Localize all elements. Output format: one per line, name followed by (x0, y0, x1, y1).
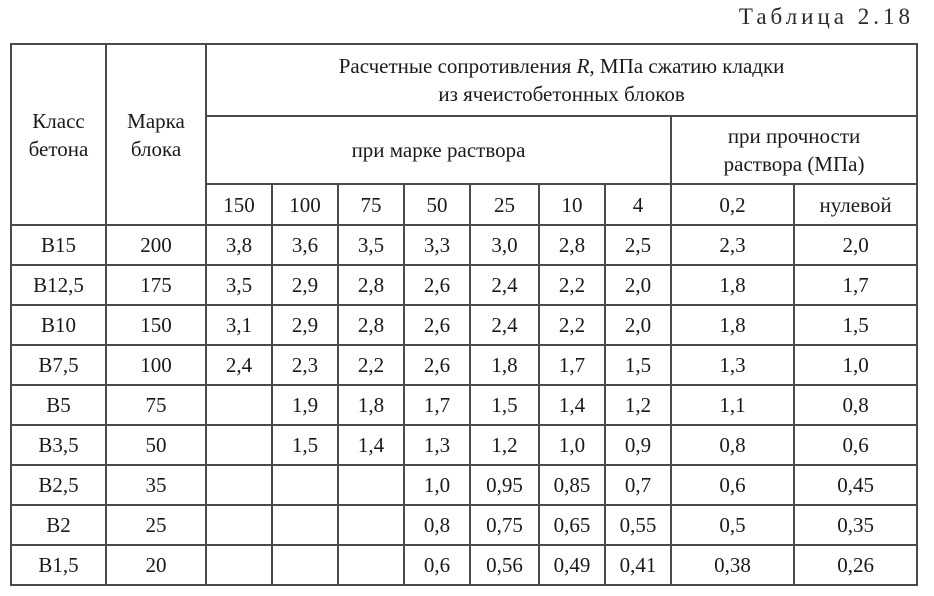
header-mortar-strength-line1: при прочности (727, 124, 861, 148)
column-header-1: 100 (272, 184, 338, 225)
cell-value: 1,2 (605, 385, 671, 425)
cell-value: 2,6 (404, 305, 470, 345)
cell-class: B2,5 (11, 465, 106, 505)
cell-value: 0,95 (470, 465, 539, 505)
table-row (11, 385, 917, 425)
cell-value: 0,8 (794, 385, 917, 425)
cell-value: 2,6 (404, 265, 470, 305)
cell-value: 1,2 (470, 425, 539, 465)
cell-value: 3,3 (404, 225, 470, 265)
cell-value: 1,5 (605, 345, 671, 385)
cell-value: 1,8 (470, 345, 539, 385)
cell-value: 0,8 (404, 505, 470, 545)
cell-value (272, 545, 338, 585)
cell-class: B3,5 (11, 425, 106, 465)
cell-value: 3,0 (470, 225, 539, 265)
header-mortar-strength-line2: раствора (МПа) (723, 152, 865, 176)
cell-value: 0,6 (671, 465, 794, 505)
cell-value (338, 505, 404, 545)
table-row (11, 545, 917, 585)
column-header-2: 75 (338, 184, 404, 225)
cell-value: 1,3 (404, 425, 470, 465)
header-main-title-line1: Расчетные сопротивления R, МПа сжатию кладки (338, 54, 785, 78)
cell-value: 1,4 (539, 385, 605, 425)
cell-value: 2,9 (272, 265, 338, 305)
cell-value: 0,9 (605, 425, 671, 465)
cell-value: 2,0 (794, 225, 917, 265)
header-main-title (206, 44, 917, 116)
cell-grade: 75 (106, 385, 206, 425)
cell-value: 0,8 (671, 425, 794, 465)
cell-grade: 200 (106, 225, 206, 265)
cell-value: 2,0 (605, 265, 671, 305)
cell-value: 2,3 (671, 225, 794, 265)
cell-value: 0,6 (404, 545, 470, 585)
cell-value: 0,75 (470, 505, 539, 545)
cell-value: 0,65 (539, 505, 605, 545)
cell-value: 0,45 (794, 465, 917, 505)
cell-value (206, 385, 272, 425)
header-mortar-grade: при марке раствора (206, 116, 671, 184)
cell-value: 1,3 (671, 345, 794, 385)
cell-value: 2,9 (272, 305, 338, 345)
cell-value (206, 465, 272, 505)
cell-value: 1,5 (272, 425, 338, 465)
cell-value: 0,7 (605, 465, 671, 505)
cell-grade: 100 (106, 345, 206, 385)
column-header-5: 10 (539, 184, 605, 225)
cell-value: 0,55 (605, 505, 671, 545)
cell-value: 1,1 (671, 385, 794, 425)
header-grade (106, 44, 206, 225)
cell-value: 1,7 (404, 385, 470, 425)
cell-value: 2,8 (338, 305, 404, 345)
cell-value: 0,35 (794, 505, 917, 545)
column-header-8: нулевой (794, 184, 917, 225)
cell-value: 3,6 (272, 225, 338, 265)
cell-value: 0,6 (794, 425, 917, 465)
cell-value (272, 465, 338, 505)
cell-value: 1,8 (671, 265, 794, 305)
cell-value: 1,7 (794, 265, 917, 305)
cell-value: 1,7 (539, 345, 605, 385)
cell-value: 2,8 (539, 225, 605, 265)
column-header-4: 25 (470, 184, 539, 225)
column-header-6: 4 (605, 184, 671, 225)
cell-value (206, 545, 272, 585)
cell-value: 1,0 (539, 425, 605, 465)
cell-grade: 175 (106, 265, 206, 305)
header-grade-label: Марка блока (127, 108, 185, 161)
cell-value: 0,5 (671, 505, 794, 545)
column-header-3: 50 (404, 184, 470, 225)
cell-value: 2,2 (539, 305, 605, 345)
cell-grade: 35 (106, 465, 206, 505)
cell-class: B15 (11, 225, 106, 265)
cell-class: B5 (11, 385, 106, 425)
cell-value: 1,5 (794, 305, 917, 345)
cell-value: 1,8 (671, 305, 794, 345)
cell-grade: 25 (106, 505, 206, 545)
cell-class: B7,5 (11, 345, 106, 385)
cell-value: 1,8 (338, 385, 404, 425)
cell-value: 2,4 (470, 265, 539, 305)
cell-value: 2,2 (539, 265, 605, 305)
cell-grade: 20 (106, 545, 206, 585)
cell-value: 0,41 (605, 545, 671, 585)
cell-value: 0,49 (539, 545, 605, 585)
table-row (11, 265, 917, 305)
cell-value (272, 505, 338, 545)
cell-value: 2,8 (338, 265, 404, 305)
cell-value (206, 425, 272, 465)
cell-value: 1,5 (470, 385, 539, 425)
cell-class: B1,5 (11, 545, 106, 585)
cell-value: 2,3 (272, 345, 338, 385)
header-main-title-line2: из ячеистобетонных блоков (438, 82, 685, 106)
cell-value: 3,5 (206, 265, 272, 305)
cell-class: B2 (11, 505, 106, 545)
resistance-table (10, 43, 918, 586)
cell-class: B12,5 (11, 265, 106, 305)
cell-value: 2,2 (338, 345, 404, 385)
column-header-0: 150 (206, 184, 272, 225)
cell-value (338, 545, 404, 585)
table-row (11, 305, 917, 345)
cell-value: 0,85 (539, 465, 605, 505)
cell-value: 2,0 (605, 305, 671, 345)
table-caption: Таблица 2.18 (738, 4, 914, 29)
table-row (11, 465, 917, 505)
table-row (11, 345, 917, 385)
table-row (11, 225, 917, 265)
cell-value: 3,1 (206, 305, 272, 345)
table-row (11, 505, 917, 545)
cell-value: 1,0 (794, 345, 917, 385)
cell-value: 0,26 (794, 545, 917, 585)
cell-grade: 50 (106, 425, 206, 465)
header-mortar-strength (671, 116, 917, 184)
cell-value (206, 505, 272, 545)
cell-value: 1,9 (272, 385, 338, 425)
cell-value (338, 465, 404, 505)
cell-value: 0,56 (470, 545, 539, 585)
cell-grade: 150 (106, 305, 206, 345)
cell-value: 3,5 (338, 225, 404, 265)
cell-value: 1,0 (404, 465, 470, 505)
cell-value: 2,5 (605, 225, 671, 265)
header-class (11, 44, 106, 225)
cell-class: B10 (11, 305, 106, 345)
cell-value: 1,4 (338, 425, 404, 465)
cell-value: 2,4 (206, 345, 272, 385)
cell-value: 2,4 (470, 305, 539, 345)
cell-value: 3,8 (206, 225, 272, 265)
cell-value: 2,6 (404, 345, 470, 385)
table-body (11, 225, 917, 585)
table-row (11, 425, 917, 465)
header-class-label: Класс бетона (28, 108, 89, 161)
column-header-7: 0,2 (671, 184, 794, 225)
cell-value: 0,38 (671, 545, 794, 585)
